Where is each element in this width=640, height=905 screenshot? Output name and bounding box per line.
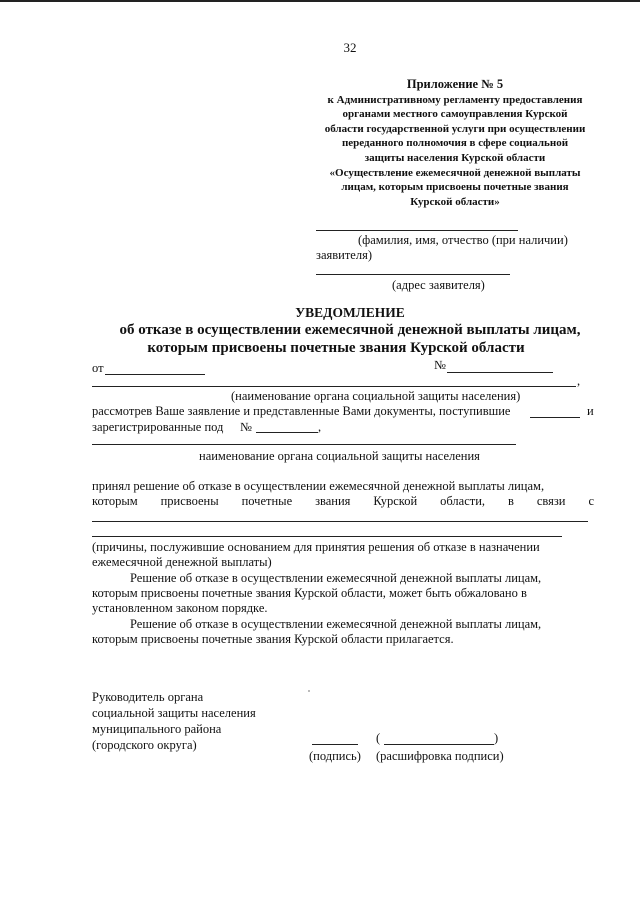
org-name-line-2[interactable] — [92, 444, 516, 445]
signer-title-line: Руководитель органа — [92, 690, 204, 704]
reason-line-2[interactable] — [92, 536, 562, 537]
applicant-name-caption-cont: заявителя) — [316, 248, 372, 262]
notice-subtitle-cont: которым присвоены почетные звания Курской области — [147, 340, 525, 356]
date-field-line[interactable] — [105, 374, 205, 375]
registered-number-label: № — [240, 420, 252, 434]
reviewed-text: рассмотрев Ваше заявление и представленные Вами документы, поступившие — [92, 404, 511, 418]
and-word: и — [587, 404, 594, 418]
appeal-text: Решение об отказе в осуществлении ежемесячной денежной выплаты лицам, — [130, 571, 542, 585]
appendix-line: защиты населения Курской области — [364, 151, 546, 164]
decision-word: присвоены — [160, 494, 219, 508]
attachment-text: Решение об отказе в осуществлении ежемесячной денежной выплаты лицам, — [130, 617, 542, 631]
number-field-line[interactable] — [447, 372, 553, 373]
decision-text-cont — [92, 494, 594, 509]
decision-word: в — [507, 494, 514, 508]
org-name-caption: (наименование органа социальной защиты населения) — [231, 389, 521, 403]
appendix-line: переданного полномочия в сфере социальной — [341, 137, 569, 150]
org-name-line[interactable] — [92, 386, 576, 387]
signature-caption: (подпись) — [309, 749, 361, 763]
applicant-address-caption: (адрес заявителя) — [392, 278, 485, 292]
decision-text: принял решение об отказе в осуществлении ежемесячной денежной выплаты лицам, — [92, 479, 545, 493]
decision-word: области, — [440, 494, 486, 508]
decision-word: звания — [315, 494, 351, 508]
comma-mark: , — [318, 420, 322, 434]
top-border — [0, 0, 640, 2]
decision-word: связи — [536, 494, 566, 508]
appendix-title: Приложение № 5 — [406, 77, 504, 91]
page-number: 32 — [343, 40, 357, 55]
comma-mark: , — [577, 374, 581, 388]
applicant-name-caption: (фамилия, имя, отчество (при наличии) — [358, 233, 568, 247]
applicant-name-line[interactable] — [316, 230, 518, 231]
appendix-line: к Административному регламенту предоставления — [327, 93, 583, 106]
paren-close: ) — [494, 731, 499, 745]
registered-text: зарегистрированные под — [92, 420, 224, 434]
decision-word: Курской — [373, 494, 418, 508]
scan-speck — [308, 690, 310, 692]
appendix-line: лицам, которым присвоены почетные звания — [341, 181, 569, 194]
decision-word: с — [588, 494, 594, 508]
signer-title-line: муниципального района — [92, 722, 222, 736]
appendix-line: «Осуществление ежемесячной денежной выплаты — [329, 166, 581, 179]
org-name-caption-2: наименование органа социальной защиты населения — [199, 449, 480, 463]
number-label: № — [434, 358, 446, 372]
decision-word: почетные — [241, 494, 293, 508]
appeal-text-cont: которым присвоены почетные звания Курской области, может быть обжаловано в — [92, 586, 527, 600]
notice-subtitle: об отказе в осуществлении ежемесячной денежной выплаты лицам, — [119, 322, 581, 338]
signature-line[interactable] — [312, 744, 358, 745]
reasons-caption-cont: ежемесячной денежной выплаты) — [92, 555, 272, 569]
attachment-text-cont: которым присвоены почетные звания Курской области прилагается. — [92, 632, 454, 646]
from-label: от — [92, 361, 104, 375]
decoding-caption: (расшифровка подписи) — [376, 749, 504, 763]
appendix-header — [300, 77, 610, 209]
applicant-address-line[interactable] — [316, 274, 510, 275]
signature-decoding-line[interactable] — [384, 744, 494, 745]
paren-open: ( — [376, 731, 381, 745]
appendix-line: области государственной услуги при осуществлении — [324, 122, 586, 135]
signer-title-line: социальной защиты населения — [92, 706, 256, 720]
registered-number-line[interactable] — [256, 432, 318, 433]
notice-heading: УВЕДОМЛЕНИЕ — [295, 305, 405, 320]
reason-line-1[interactable] — [92, 521, 588, 522]
signer-title-line: (городского округа) — [92, 738, 197, 752]
appendix-line: органами местного самоуправления Курской — [342, 108, 568, 121]
appeal-text-end: установленном законом порядке. — [92, 601, 268, 615]
received-date-line[interactable] — [530, 417, 580, 418]
decision-word: которым — [92, 494, 138, 508]
appendix-line: Курской области» — [410, 195, 500, 208]
reasons-caption: (причины, послужившие основанием для принятия решения об отказе в назначении — [92, 540, 540, 554]
